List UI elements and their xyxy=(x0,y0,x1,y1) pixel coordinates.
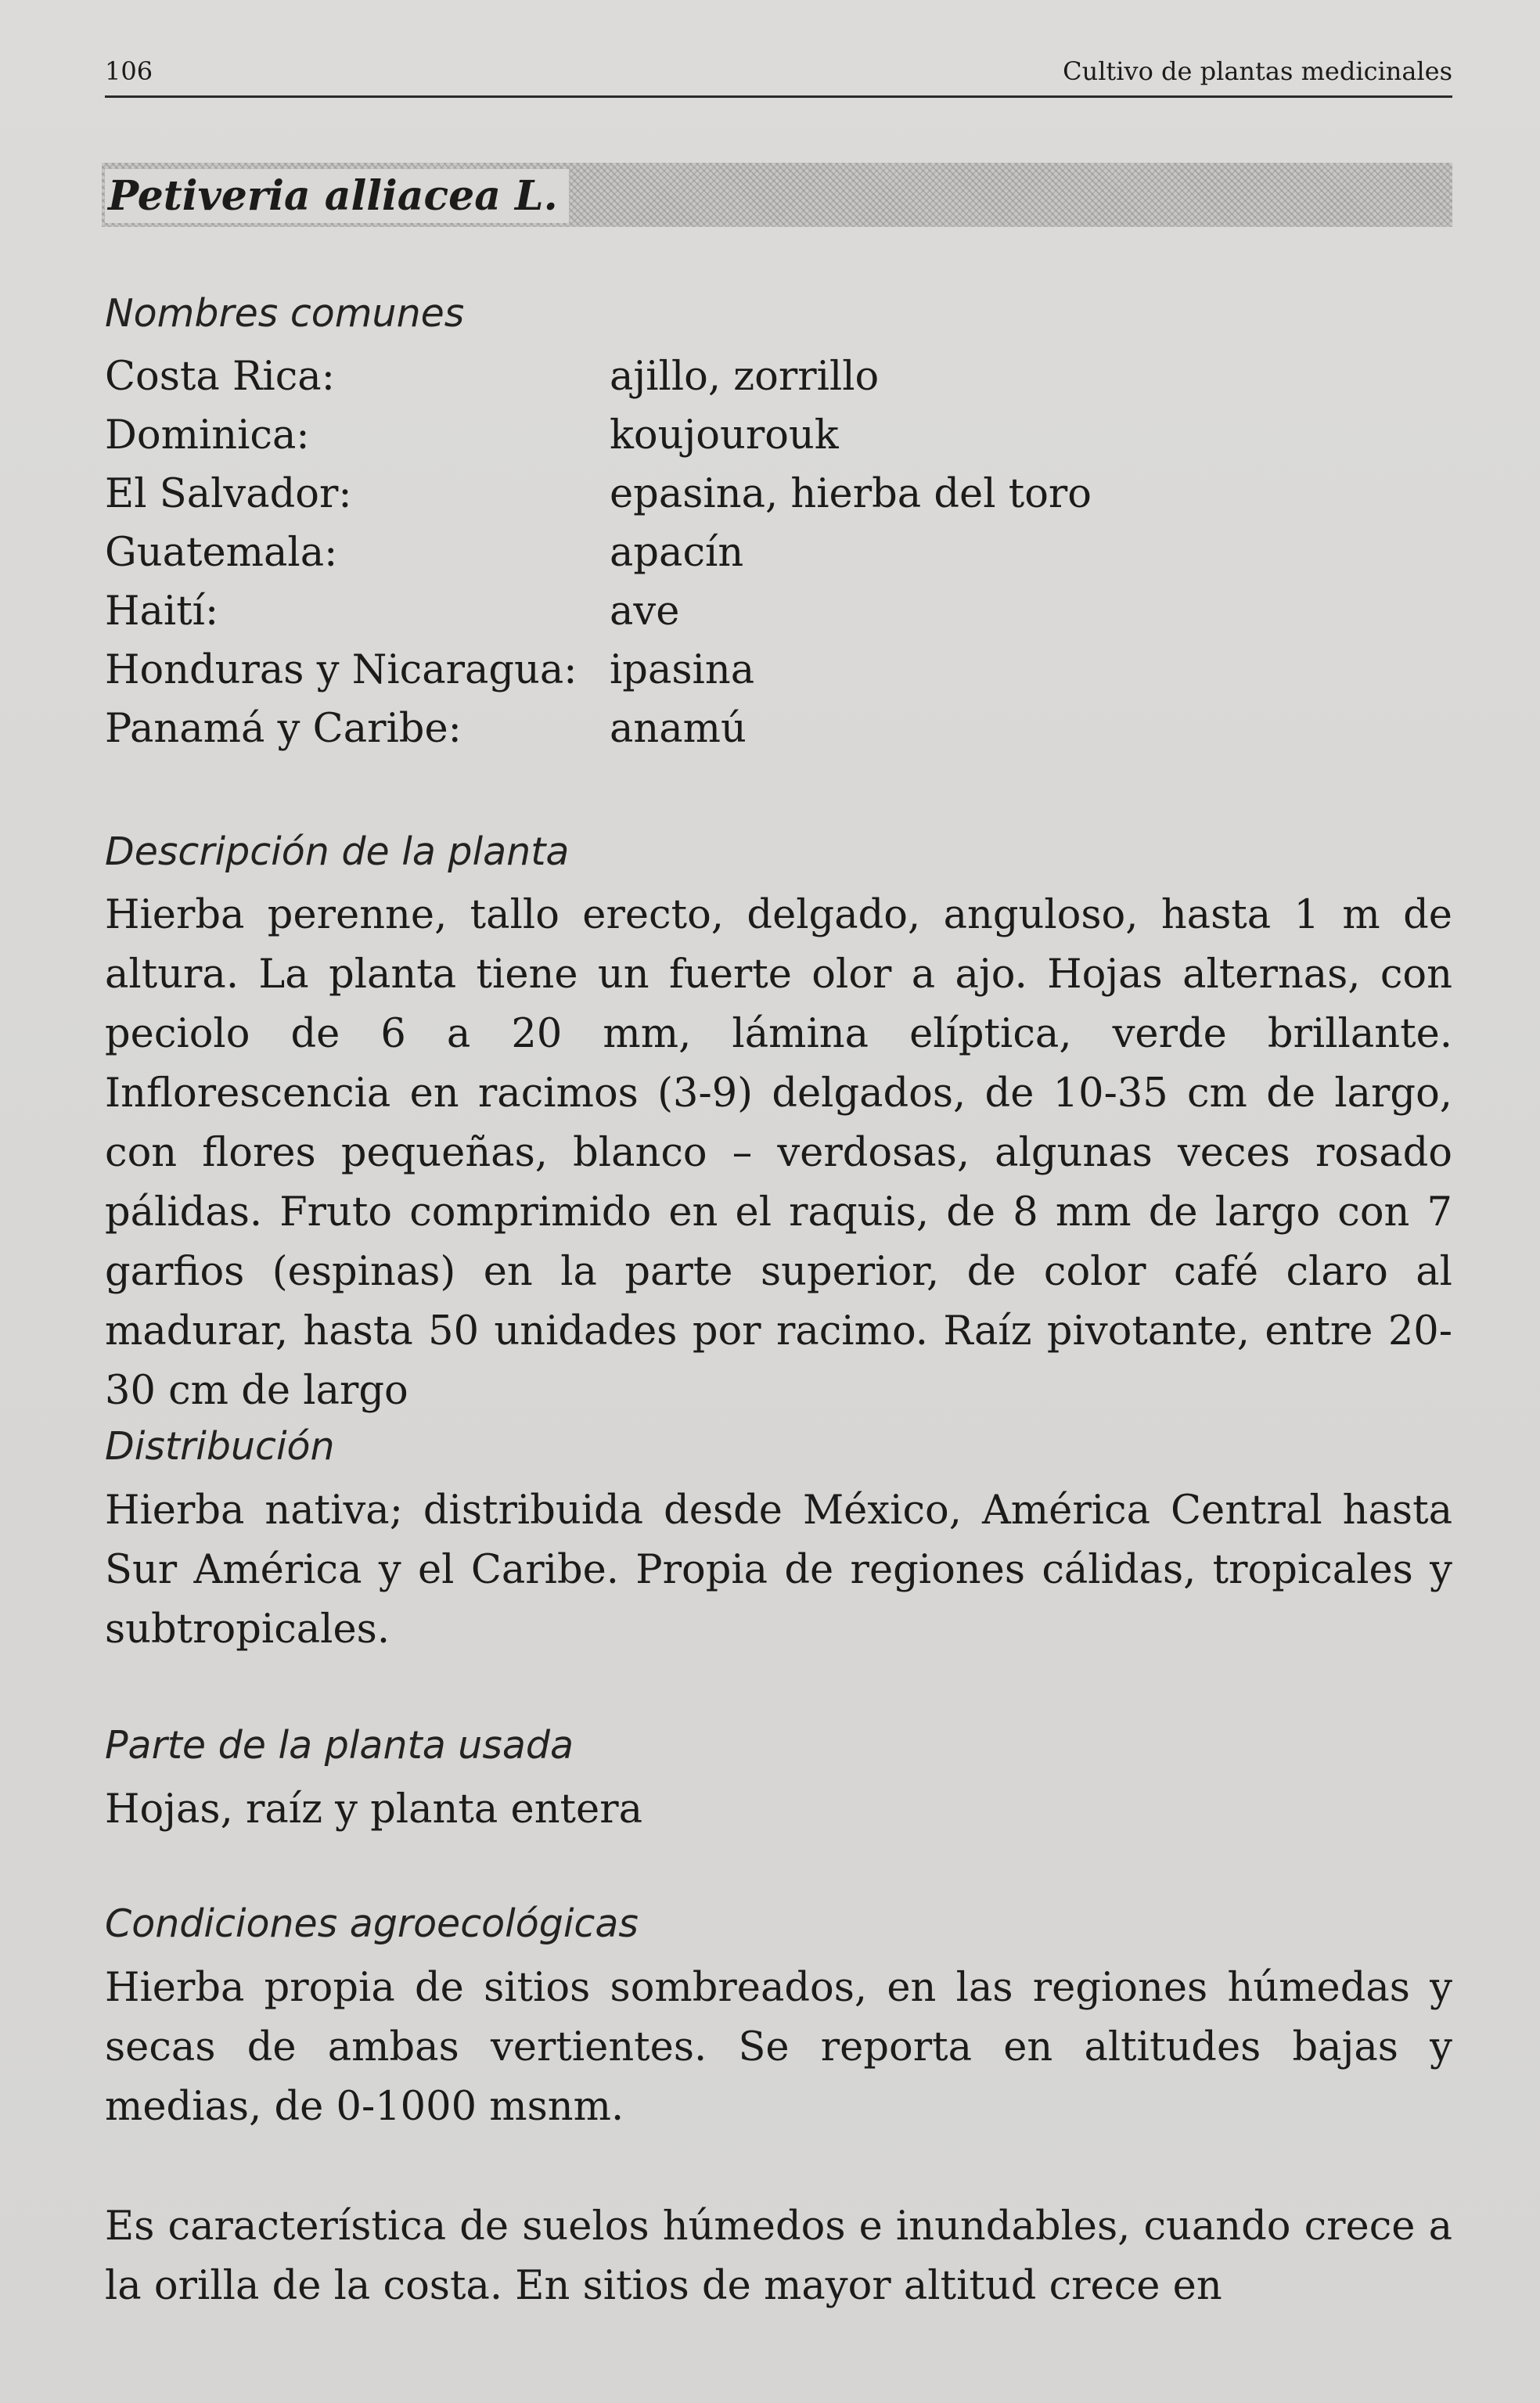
common-names-heading: Nombres comunes xyxy=(105,291,465,336)
conditions-text-2: Es característica de suelos húmedos e inundables, cuando crece a la orilla de la costa. En sitios de mayor altitud crece en xyxy=(105,2203,1452,2309)
common-name-value: anamú xyxy=(610,706,747,752)
species-title: Petiveria alliacea L. xyxy=(105,169,569,223)
page-header xyxy=(105,49,1452,98)
common-name-value: koujourouk xyxy=(610,412,839,459)
country-label: Haití: xyxy=(105,588,219,635)
common-name-row xyxy=(105,465,1122,523)
common-name-value: ave xyxy=(610,588,680,635)
country-label: Costa Rica: xyxy=(105,354,335,400)
common-name-row xyxy=(105,523,1122,582)
common-name-value: ajillo, zorrillo xyxy=(610,354,880,400)
part-used-heading: Parte de la planta usada xyxy=(105,1723,574,1768)
common-name-row xyxy=(105,347,1122,406)
country-label: Honduras y Nicaragua: xyxy=(105,647,578,693)
common-names-table xyxy=(105,347,1122,758)
description-heading: Descripción de la planta xyxy=(105,829,570,874)
common-name-row xyxy=(105,582,1122,641)
page-number: 106 xyxy=(105,56,153,86)
common-name-row xyxy=(105,406,1122,465)
conditions-text-1: Hierba propia de sitios sombreados, en las regiones húmedas y secas de ambas vertientes. Se reporta en altitudes bajas y medias, de 0-1000 msnm. xyxy=(105,1965,1452,2130)
country-label: Guatemala: xyxy=(105,530,338,576)
country-label: Dominica: xyxy=(105,412,310,459)
part-used-text: Hojas, raíz y planta entera xyxy=(105,1786,643,1833)
common-name-row xyxy=(105,641,1122,700)
common-name-row xyxy=(105,700,1122,758)
running-title: Cultivo de plantas medicinales xyxy=(1063,56,1452,86)
description-text: Hierba perenne, tallo erecto, delgado, anguloso, hasta 1 m de altura. La planta tiene un fuerte olor a ajo. Hojas alternas, con peciolo de 6 a 20 mm, lámina elíptica, verde brillante. Inflorescencia en racimos (3-9) delgados, de 10-35 cm de largo, con flores pequeñas, blanco – verdosas, algunas veces rosado pálidas. Fruto comprimido en el raquis, de 8 mm de largo con 7 garfios (espinas) en la parte superior, de color café claro al madurar, hasta 50 unidades por racimo. Raíz pivotante, entre 20-30 cm de largo xyxy=(105,892,1452,1414)
country-label: Panamá y Caribe: xyxy=(105,706,462,752)
common-name-value: apacín xyxy=(610,530,744,576)
distribution-heading: Distribución xyxy=(105,1424,335,1469)
country-label: El Salvador: xyxy=(105,471,352,517)
common-name-value: epasina, hierba del toro xyxy=(610,471,1092,517)
conditions-heading: Condiciones agroecológicas xyxy=(105,1901,639,1946)
distribution-text: Hierba nativa; distribuida desde México, América Central hasta Sur América y el Caribe. Propia de regiones cálidas, tropicales y subtropicales. xyxy=(105,1487,1452,1653)
common-name-value: ipasina xyxy=(610,647,755,693)
